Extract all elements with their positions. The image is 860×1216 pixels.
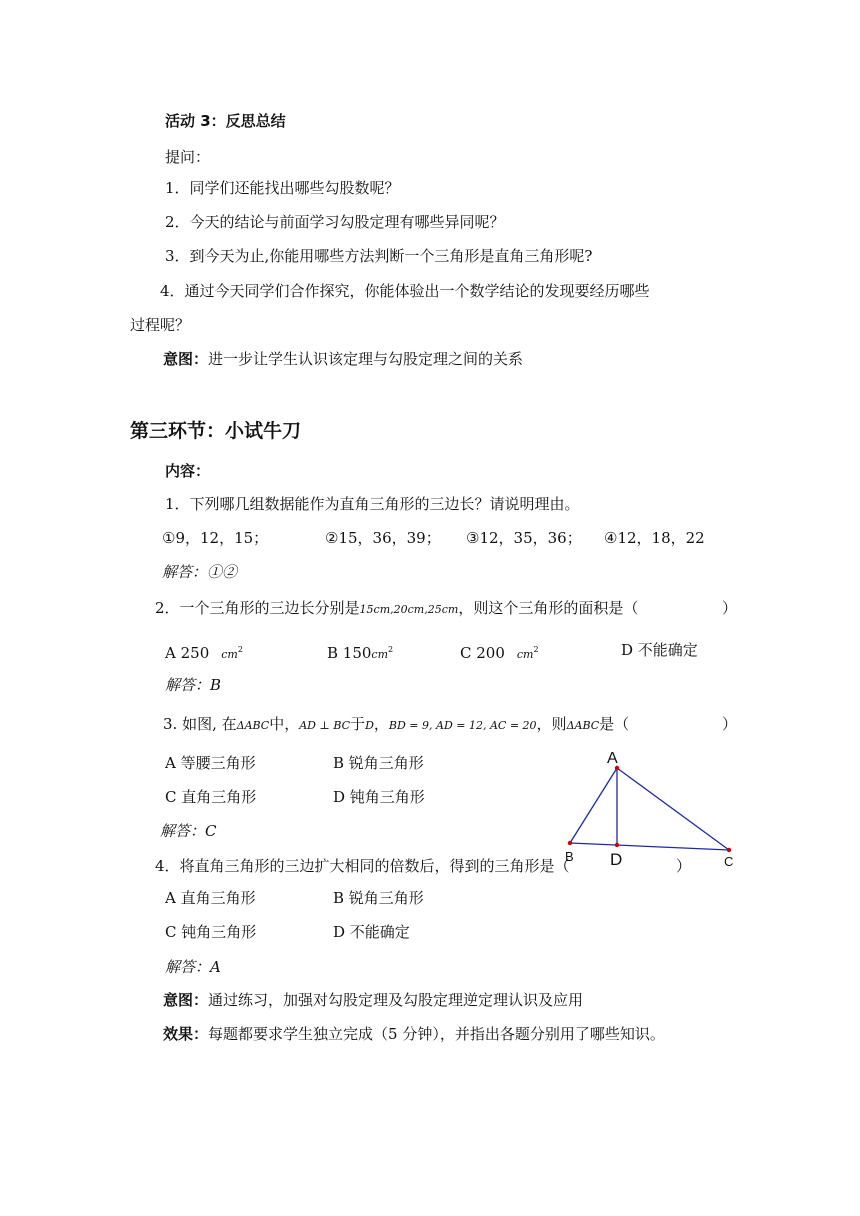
p3-perp: AD ⊥ BC <box>299 719 351 732</box>
unit-exp: 2 <box>388 645 394 654</box>
intent-label: 意图： <box>163 350 209 368</box>
section-effect <box>163 1024 665 1044</box>
section-intent-label: 意图： <box>163 991 209 1009</box>
label-a: A <box>607 750 618 767</box>
problem-2-option-b <box>327 640 393 665</box>
problem-3-option-a: A 等腰三角形 <box>165 754 256 772</box>
unit-cm: cm <box>221 648 238 661</box>
triangle-lines <box>570 768 729 850</box>
question-4-line1: 4．通过今天同学们合作探究，你能体验出一个数学结论的发现要经历哪些 <box>160 282 650 300</box>
intent-text: 进一步让学生认识该定理与勾股定理之间的关系 <box>208 350 524 368</box>
problem-2-answer: 解答：B <box>165 676 222 694</box>
problem-2-option-c <box>460 640 539 665</box>
problem-4-answer: 解答：A <box>165 958 221 976</box>
problem-2-stem-b: ，则这个三角形的面积是（ <box>458 599 639 617</box>
side-ab <box>570 768 617 843</box>
problem-4-stem: 4．将直角三角形的三边扩大相同的倍数后，得到的三角形是（ <box>155 857 570 875</box>
unit-exp: 2 <box>237 645 243 654</box>
problem-3-paren-close: ） <box>722 715 738 733</box>
problem-4-option-d: D 不能确定 <box>333 923 410 941</box>
side-bc <box>570 843 729 850</box>
side-ac <box>617 768 729 850</box>
problem-1-option-2: ②15，36，39； <box>325 529 441 547</box>
label-b: B <box>565 849 574 864</box>
p3-stem-d: ，则 <box>536 715 567 733</box>
foot-d-dot <box>615 843 619 847</box>
question-2: 2．今天的结论与前面学习勾股定理有哪些异同呢？ <box>165 213 505 231</box>
problem-2-stem-a: 2．一个三角形的三边长分别是 <box>155 599 360 617</box>
section-effect-label: 效果： <box>163 1025 209 1043</box>
problem-3-answer: 解答：C <box>160 822 217 840</box>
p3-stem-a: 3. 如图, 在 <box>163 715 237 733</box>
problem-3-option-c: C 直角三角形 <box>165 788 257 806</box>
section-title: 第三环节：小试牛刀 <box>130 420 302 442</box>
problem-4-option-c: C 钝角三角形 <box>165 923 257 941</box>
question-1: 1．同学们还能找出哪些勾股数呢？ <box>165 179 400 197</box>
p3-stem-c: 于 <box>350 715 366 733</box>
unit-exp: 2 <box>533 645 539 654</box>
problem-2-stem <box>155 598 638 620</box>
problem-1-option-3: ③12，35，36； <box>466 529 582 547</box>
p3-d: D <box>365 719 374 732</box>
question-3: 3．到今天为止,你能用哪些方法判断一个三角形是直角三角形呢? <box>165 247 593 265</box>
activity-intent <box>163 349 523 369</box>
problem-1-answer: 解答：①② <box>162 563 238 581</box>
problem-2-option-a <box>165 640 243 665</box>
label-d: D <box>610 850 623 869</box>
option-b-label: B 150 <box>327 644 372 662</box>
p3-values: BD = 9, AD = 12, AC = 20 <box>388 719 537 732</box>
problem-1-option-4: ④12，18，22 <box>604 529 705 547</box>
problem-3-stem <box>163 714 629 736</box>
section-intent <box>163 990 583 1010</box>
unit-cm: cm <box>371 648 389 661</box>
content-label: 内容： <box>165 462 211 480</box>
p3-comma: ， <box>373 715 389 733</box>
problem-1-stem: 1．下列哪几组数据能作为直角三角形的三边长？请说明理由。 <box>165 495 580 513</box>
p3-triangle-2: ΔABC <box>566 719 600 732</box>
problem-2-sides: 15cm,20cm,25cm <box>359 603 459 616</box>
section-effect-text: 每题都要求学生独立完成（5 分钟），并指出各题分别用了哪些知识。 <box>208 1025 665 1043</box>
problem-4-paren-close: ） <box>676 857 692 875</box>
activity-title: 活动 3：反思总结 <box>165 112 286 130</box>
label-c: C <box>724 854 734 869</box>
triangle-figure <box>555 745 755 875</box>
p3-triangle: ΔABC <box>236 719 270 732</box>
problem-4-option-a: A 直角三角形 <box>165 889 256 907</box>
p3-stem-b: 中， <box>269 715 300 733</box>
problem-4-option-b: B 锐角三角形 <box>333 889 424 907</box>
question-4-line2: 过程呢？ <box>130 316 191 334</box>
vertex-c-dot <box>727 848 731 852</box>
problem-2-option-d: D 不能确定 <box>621 641 698 659</box>
option-a-label: A 250 <box>165 644 210 662</box>
vertex-b-dot <box>568 841 572 845</box>
problem-3-option-b: B 锐角三角形 <box>333 754 424 772</box>
p3-stem-e: 是（ <box>599 715 630 733</box>
problem-3-option-d: D 钝角三角形 <box>333 788 425 806</box>
option-c-label: C 200 <box>460 644 505 662</box>
problem-1-option-1: ①9，12，15； <box>162 529 269 547</box>
unit-cm: cm <box>516 648 534 661</box>
section-intent-text: 通过练习，加强对勾股定理及勾股定理逆定理认识及应用 <box>208 991 584 1009</box>
problem-2-paren-close: ） <box>722 599 738 617</box>
ask-label: 提问： <box>165 148 211 166</box>
